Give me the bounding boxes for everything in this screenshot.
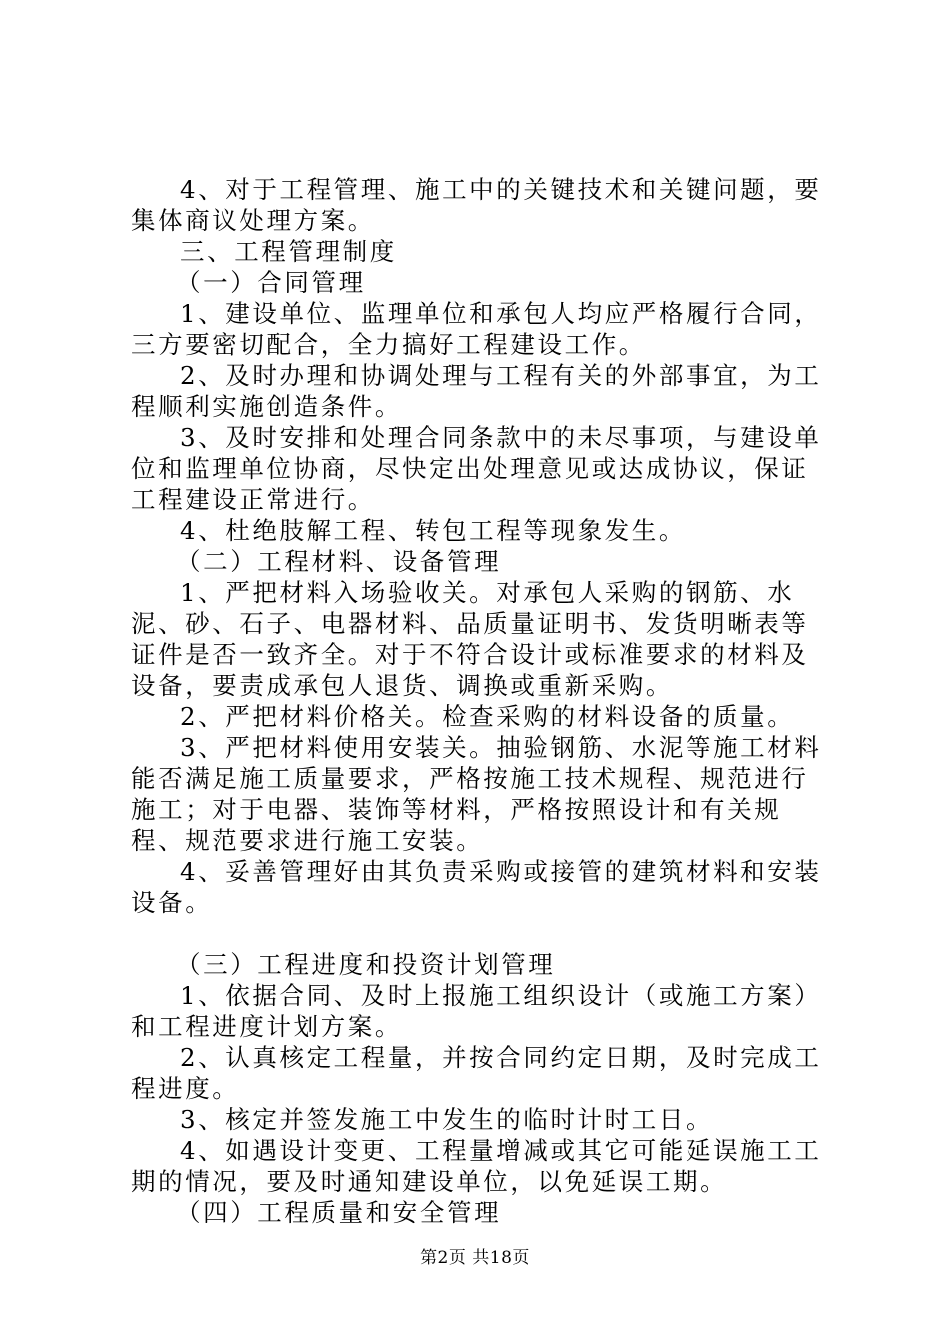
subsection-heading: （四）工程质量和安全管理 (176, 1198, 502, 1227)
paragraph: 4、妥善管理好由其负责采购或接管的建筑材料和安装设备。 (131, 857, 822, 917)
paragraph: 3、核定并签发施工中发生的临时计时工日。 (180, 1105, 714, 1134)
subsection-heading: （二）工程材料、设备管理 (176, 547, 502, 576)
paragraph: 3、及时安排和处理合同条款中的未尽事项，与建设单位和监理单位协商，尽快定出处理意见或达成协议，保证工程建设正常进行。 (131, 423, 822, 514)
paragraph: 4、对于工程管理、施工中的关键技术和关键问题，要集体商议处理方案。 (131, 175, 822, 235)
paragraph: 1、依据合同、及时上报施工组织设计（或施工方案）和工程进度计划方案。 (131, 981, 822, 1041)
paragraph: 1、严把材料入场验收关。对承包人采购的钢筋、水泥、砂、石子、电器材料、品质量证明书、发货明晰表等证件是否一致齐全。对于不符合设计或标准要求的材料及设备，要责成承包人退货、调换或重新采购。 (131, 578, 809, 700)
paragraph: 1、建设单位、监理单位和承包人均应严格履行合同，三方要密切配合，全力搞好工程建设工作。 (131, 299, 822, 359)
paragraph: 3、严把材料使用安装关。抽验钢筋、水泥等施工材料能否满足施工质量要求，严格按施工技术规程、规范进行施工；对于电器、装饰等材料，严格按照设计和有关规程、规范要求进行施工安装。 (131, 733, 822, 855)
paragraph: 2、严把材料价格关。检查采购的材料设备的质量。 (180, 702, 795, 731)
paragraph: 4、杜绝肢解工程、转包工程等现象发生。 (180, 516, 686, 545)
paragraph: 4、如遇设计变更、工程量增减或其它可能延误施工工期的情况，要及时通知建设单位，以免延误工期。 (131, 1136, 822, 1196)
paragraph: 2、及时办理和协调处理与工程有关的外部事宜，为工程顺利实施创造条件。 (131, 361, 822, 421)
paragraph: 2、认真核定工程量，并按合同约定日期，及时完成工程进度。 (131, 1043, 822, 1103)
subsection-heading: （一）合同管理 (176, 268, 366, 297)
page-footer: 第2页 共18页 (420, 1248, 530, 1268)
subsection-heading: （三）工程进度和投资计划管理 (176, 950, 556, 979)
document-body (131, 174, 831, 1228)
section-heading: 三、工程管理制度 (180, 237, 397, 266)
